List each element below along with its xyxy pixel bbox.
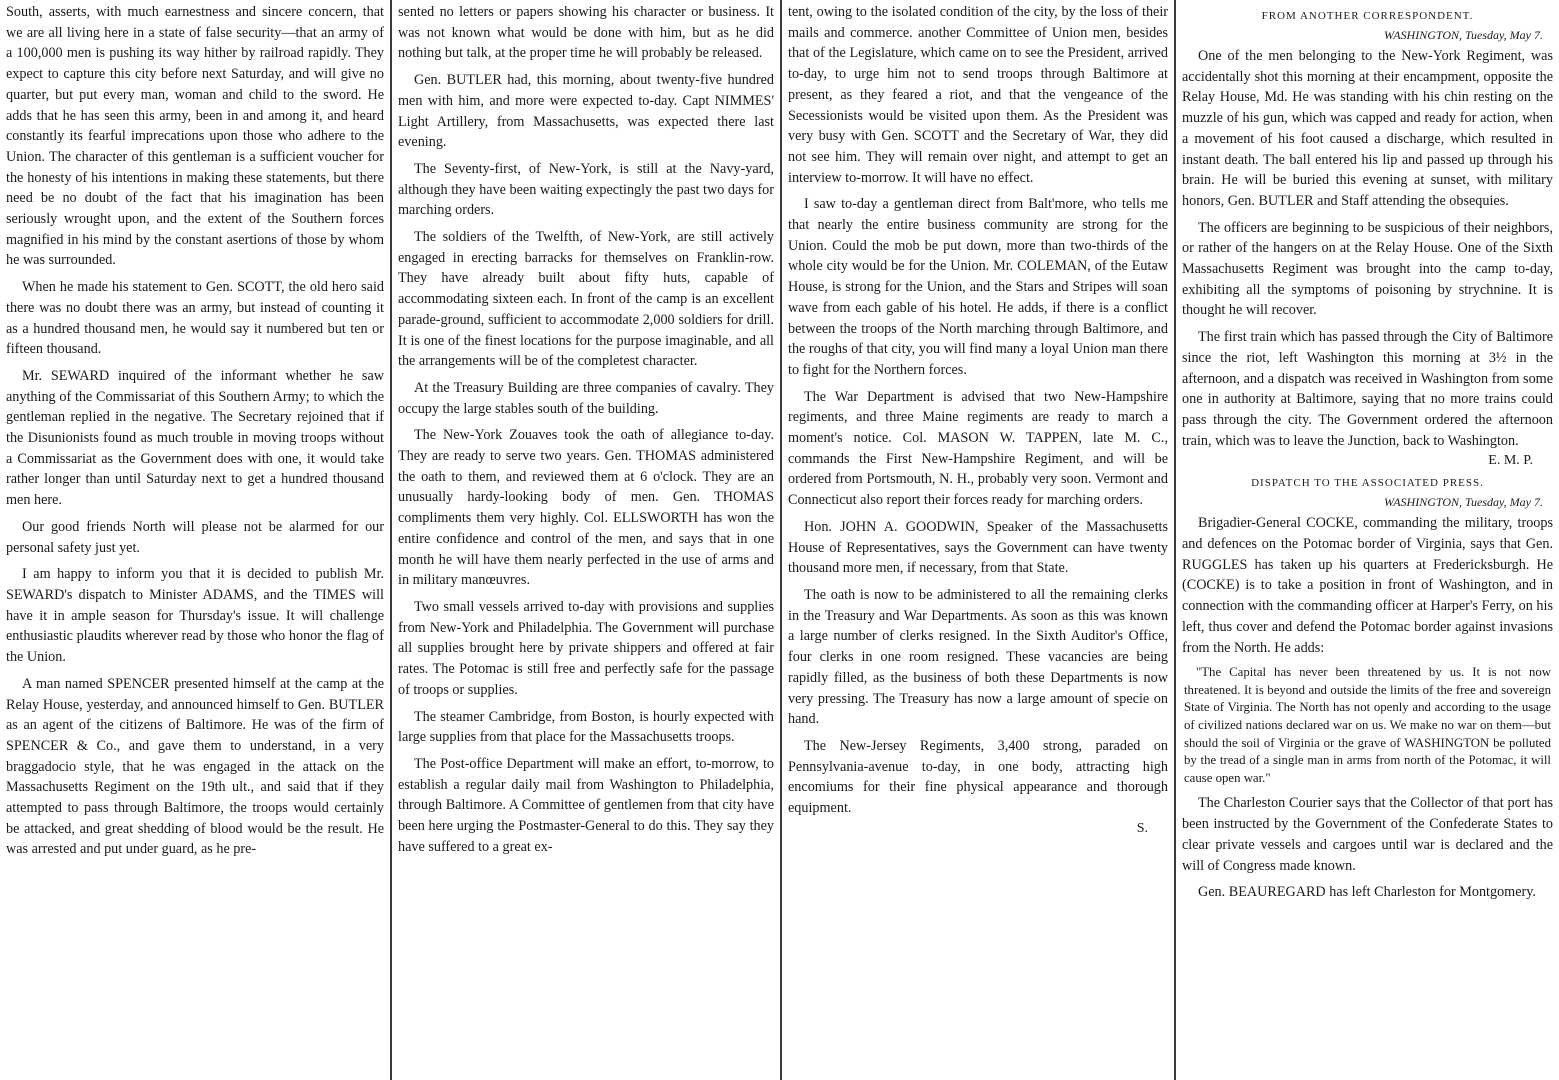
paragraph: The Post-office Department will make an effort, to-morrow, to establish a regular daily mail from Washington to Philadelphia, through Baltimore. A Committee of gentlemen from that city have been here urging the Postmaster-General to do this. They say they have suffered to a great ex- (398, 755, 774, 855)
paragraph: At the Treasury Building are three companies of cavalry. They occupy the large stables south of the building. (398, 379, 774, 417)
paragraph: South, asserts, with much earnestness and sincere concern, that we are all living here in a state of false security—that an army of a 100,000 men is pushing its way hither by railroad rapidly. They expect to capture this city before next Saturday, and will give no quarter, but put every man, woman and child to the sword. He adds that he has seen this army, been in and among it, and heard constantly its fearful imprecations upon those who adhere to the Union. The character of this gentleman is a sufficient voucher for the honesty of his intentions in making these statements, but there need be no doubt of the fact that his imagination has been seriously wrought upon, and the extent of the Southern forces magnified in his mind by the constant asertions of those by whom he was surrounded. (6, 4, 384, 269)
paragraph: Our good friends North will please not be alarmed for our personal safety just yet. (6, 518, 384, 556)
paragraph: The officers are beginning to be suspicious of their neighbors, or rather of the hangers on at the Relay House. One of the Sixth Massachusetts Regiment was brought into the camp to-day, exhibiting all the symptoms of poisoning by strychnine. It is thought he will recover. (1182, 219, 1553, 319)
paragraph: The New-Jersey Regiments, 3,400 strong, paraded on Pennsylvania-avenue to-day, in one body, attracting high encomiums for their fine physical appearance and thorough equipment. (788, 737, 1168, 817)
paragraph: tent, owing to the isolated condition of the city, by the loss of their mails and commerce. another Committee of Union men, besides that of the Legislature, which came on to see the President, arrived to-day, to urge him not to send troops through Baltimore at present, as they feared a riot, and that the vengeance of the Secessionists would be visited upon them. As the President was very busy with Gen. SCOTT and the Secretary of War, they did not see him. They will remain over night, and attempt to get an interview to-morrow. It will have no effect. (788, 4, 1168, 186)
paragraph: Hon. JOHN A. GOODWIN, Speaker of the Massachusetts House of Representatives, says the Government can have twenty thousand more men, if necessary, from that State. (788, 518, 1168, 577)
paragraph: The steamer Cambridge, from Boston, is hourly expected with large supplies from that place for the Massachusetts troops. (398, 708, 774, 746)
paragraph: The War Department is advised that two New-Hampshire regiments, and three Maine regiments are ready to march a moment's notice. Col. MASON W. TAPPEN, late M. C., commands the First New-Hampshire Regiment, and will be ordered from Portsmouth, N. H., probably very soon. Vermont and Connecticut also report their forces ready for marching orders. (788, 388, 1168, 509)
paragraph: When he made his statement to Gen. SCOTT, the old hero said there was no doubt there was an army, but instead of counting it as a hundred thousand men, he would say it numbered but ten or fifteen thousand. (6, 279, 384, 358)
paragraph: A man named SPENCER presented himself at the camp at the Relay House, yesterday, and announced himself to Gen. BUTLER as an agent of the citizens of Baltimore. He was of the firm of SPENCER & Co., and gave them to understand, in a very braggadocio style, that he was engaged in the attack on the Massachusetts Regiment on the 19th ult., and said that if they attempted to pass through Baltimore, the troops would certainly be attacked, and great shedding of blood would be the result. He was arrested and put under guard, as he pre- (6, 675, 384, 858)
paragraph: One of the men belonging to the New-York Regiment, was accidentally shot this morning at their encampment, opposite the Relay House, Md. He was standing with his chin resting on the muzzle of his gun, which was capped and ready for action, when a movement of his foot caused a discharge, which resulted in instant death. The ball entered his lip and passed up through his brain. He will be buried this evening at sunset, with military honors, Gen. BUTLER and Staff attending the obsequies. (1182, 48, 1553, 209)
paragraph: The oath is now to be administered to all the remaining clerks in the Treasury and War Departments. As soon as this was known a large number of clerks resigned. In the Sixth Auditor's Office, four clerks in one room resigned. These vacancies are being rapidly filled, as the business of both these Departments is now very pressing. The Treasury has now a large amount of specie on hand. (788, 586, 1168, 728)
paragraph: The Charleston Courier says that the Collector of that port has been instructed by the Government of the Confederate States to clear private vessels and cargoes until war is declared and the will of Congress made known. (1182, 795, 1553, 874)
signature: S. (1136, 820, 1148, 836)
paragraph: Two small vessels arrived to-day with provisions and supplies from New-York and Philadelphia. The Government will purchase all supplies brought here by private shippers and offered at fair rates. The Potomac is still free and perfectly safe for the passage of troops or supplies. (398, 598, 774, 698)
paragraph: The soldiers of the Twelfth, of New-York, are still actively engaged in erecting barracks for themselves on Franklin-row. They have already built about fifty huts, capable of accommodating sixteen each. In front of the camp is an excellent parade-ground, sufficient to accommodate 2,000 soldiers for drill. It is one of the finest locations for the purpose imaginable, and all the arrangements will be of the completest character. (398, 229, 774, 370)
paragraph: I saw to-day a gentleman direct from Balt'more, who tells me that nearly the entire business community are strong for the Union. Could the mob be put down, more than two-thirds of the whole city would be for the Union. Mr. COLEMAN, of the Eutaw House, is strong for the Union, and the Stars and Stripes will soan wave from each gable of his hotel. He adds, if there is a conflict between the troops of the North marching through Baltimore, and the roughs of that city, you will find many a loyal Union man there to fight for the Northern forces. (788, 196, 1168, 378)
column-1 (0, 0, 390, 1080)
section-heading: FROM ANOTHER CORRESPONDENT. (1261, 10, 1474, 22)
block-quote: "The Capital has never been threatened by us. It is not now threatened. It is beyond and outside the limits of the free and sovereign State of Virginia. The North has not openly and according to the usage of civilized nations declared war on us. We make no war on them—but should the soil of Virginia or the grave of WASHINGTON be polluted by the tread of a single man in arms from north of the Potomac, it will cause open war." (1184, 665, 1551, 785)
paragraph: Mr. SEWARD inquired of the informant whether he saw anything of the Commissariat of this Southern Army; to which the gentleman replied in the negative. The Secretary rejoined that if the Disunionists found as much trouble in moving troops without a Commissariat as the Government does with one, it would take rather longer than until Saturday next to get a hundred thousand men here. (6, 367, 384, 509)
column-4 (1176, 0, 1559, 1080)
paragraph: The first train which has passed through the City of Baltimore since the riot, left Washington this morning at 3½ in the afternoon, and a dispatch was received in Washington from some one in authority at Baltimore, saying that no more trains could pass through the city. The Government ordered the afternoon train, which was to leave the Junction, back to Washington. (1182, 329, 1553, 449)
column-3 (782, 0, 1174, 1080)
column-2 (392, 0, 780, 1080)
paragraph: sented no letters or papers showing his character or business. It was not known what would be done with him, but as he did nothing but talk, at the proper time he will probably be released. (398, 4, 774, 62)
dateline: WASHINGTON, Tuesday, May 7. (1384, 495, 1543, 510)
signature: E. M. P. (1488, 453, 1533, 469)
paragraph: The Seventy-first, of New-York, is still at the Navy-yard, although they have been waiting expectingly the past two days for marching orders. (398, 160, 774, 219)
paragraph: I am happy to inform you that it is decided to publish Mr. SEWARD's dispatch to Minister ADAMS, and the TIMES will have it in ample season for Thursday's issue. It will challenge enthusiastic plaudits wherever read by those who honor the flag of the Union. (6, 566, 384, 666)
paragraph: The New-York Zouaves took the oath of allegiance to-day. They are ready to serve two years. Gen. THOMAS administered the oath to them, and reviewed them at 6 o'clock. They are an unusually hardy-looking body of men. Gen. THOMAS compliments them very highly. Col. ELLSWORTH has won the entire confidence and control of the men, and says that in one month he will have them nearly perfected in the use of arms and in military manœuvres. (398, 427, 774, 589)
section-heading: DISPATCH TO THE ASSOCIATED PRESS. (1251, 477, 1484, 490)
paragraph: Brigadier-General COCKE, commanding the military, troops and defences on the Potomac border of Virginia, says that Gen. RUGGLES has taken up his quarters at Fredericksburgh. He (COCKE) is to take a position in front of Washington, and in connection with the commanding officer at Harper's Ferry, on his left, thus cover and defend the Potomac border against invasions from the North. He adds: (1182, 515, 1553, 656)
paragraph: Gen. BUTLER had, this morning, about twenty-five hundred men with him, and more were expected to-day. Capt NIMMES' Light Artillery, from Massachusetts, was expected there last evening. (398, 72, 774, 151)
dateline: WASHINGTON, Tuesday, May 7. (1384, 28, 1543, 42)
paragraph: Gen. BEAUREGARD has left Charleston for Montgomery. (1198, 884, 1536, 901)
